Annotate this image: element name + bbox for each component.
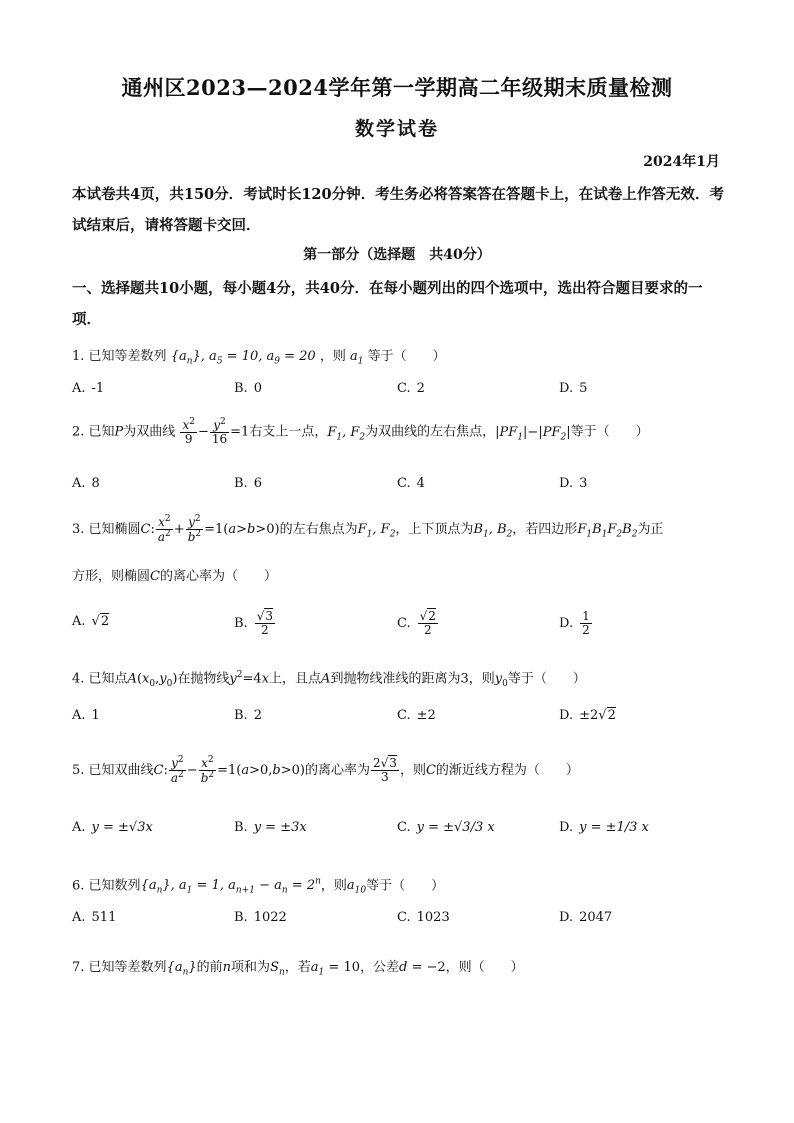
option-label: D. — [559, 820, 574, 835]
question-1-text-mid: ，则 — [319, 349, 346, 364]
exam-title: 通州区2023—2024学年第一学期高二年级期末质量检测 — [121, 75, 673, 100]
option-label: C. — [397, 616, 411, 632]
option-d[interactable]: D. ±2√2 — [559, 708, 616, 723]
option-text: 2 — [416, 381, 425, 396]
option-label: C. — [397, 381, 411, 396]
question-2-text: 2. 已知 — [72, 424, 115, 440]
option-text: 1 — [582, 609, 590, 623]
option-d[interactable] — [559, 820, 649, 835]
question-5-ask: 的渐近线方程为（ ） — [435, 763, 579, 779]
question-4-text-a: 在抛物线 — [177, 671, 230, 687]
question-5-text: 5. 已知双曲线 — [72, 763, 154, 779]
question-3: 3. 已知椭圆C: $\frac{x^2}{a^2}$ + $\frac{y^2}{b^2}$ =1(a>b>0)的左右焦点为$F_1$, $F_2$，上下顶点为$B_1$, $B_2$，若四边形$F_1B_1F_2B_2$为正 — [72, 514, 664, 545]
question-2-ask: 等于（ ） — [570, 424, 649, 440]
option-b[interactable] — [234, 820, 307, 835]
part-one-heading: 第一部分（选择题 共40分） — [303, 247, 491, 263]
option-label: B. — [234, 820, 248, 835]
option-text: 2047 — [579, 910, 613, 925]
question-2-text-b: 右支上一点， — [249, 424, 328, 440]
option-a[interactable] — [72, 820, 153, 835]
option-text: 4 — [416, 476, 425, 491]
option-label: B. — [234, 708, 248, 723]
option-text: -1 — [91, 381, 105, 396]
option-label: D. — [559, 616, 574, 632]
option-label: A. — [72, 820, 86, 835]
option-d[interactable] — [559, 910, 612, 925]
section-one-heading: 一、选择题共10小题，每小题4分，共40分．在每小题列出的四个选项中，选出符合题目要求的一项． — [72, 280, 703, 328]
question-4-text-c: 到抛物线准线的距离为3，则 — [330, 671, 495, 687]
question-6-options — [72, 910, 732, 934]
option-label: A. — [72, 614, 86, 629]
question-4: 4. 已知点$A(x_0,y_0)$在抛物线$y^2=4x$上，且点A到抛物线准线的距离为3，则$y_0$等于（ ） — [72, 670, 586, 689]
question-7-text-d: ，公差 — [359, 960, 399, 975]
option-text: y = ±3x — [253, 820, 307, 835]
question-2-text-c: 为双曲线的左右焦点， — [365, 424, 496, 440]
option-d[interactable] — [559, 476, 587, 491]
option-a[interactable] — [72, 708, 100, 723]
question-3-text-b: ，上下顶点为 — [395, 522, 474, 538]
question-4-ask: 等于（ ） — [507, 671, 586, 687]
option-text: 5 — [579, 381, 588, 396]
question-3-text-d: 为正 — [637, 522, 664, 538]
option-text: 511 — [91, 910, 117, 925]
question-5: 5. 已知双曲线C: $\frac{y^2}{a^2}$ − $\frac{x^2}{b^2}$ =1(a>0,b>0)的离心率为 $\frac{2√3}{3}$ ，则C的渐近线方程为（ ） — [72, 755, 579, 786]
question-1 — [72, 347, 732, 372]
exam-instructions: 本试卷共4页，共150分．考试时长120分钟．考生务必将答案答在答题卡上，在试卷上作答无效．考试结束后，请将答题卡交回． — [72, 186, 724, 234]
question-4-options — [72, 708, 732, 732]
question-6: 6. 已知数列$\{a_n\}$, $a_1 = 1$, $a_{n+1} - a_n = 2^n$，则$a_{10}$等于（ ） — [72, 877, 445, 896]
option-label: B. — [234, 381, 248, 396]
option-label: D. — [559, 381, 574, 396]
option-a[interactable] — [72, 381, 104, 396]
option-text: 3 — [265, 609, 273, 623]
option-c[interactable]: C. $\frac{√2}{2}$ — [397, 609, 436, 638]
option-d[interactable] — [559, 381, 587, 396]
option-text: 1022 — [253, 910, 287, 925]
question-6-ask: 等于（ ） — [366, 878, 445, 894]
option-label: A. — [72, 476, 86, 491]
option-label: D. — [559, 476, 574, 491]
option-label: B. — [234, 616, 248, 632]
question-3-text-a: 的左右焦点为 — [279, 522, 358, 538]
question-1-target: $a_1$ — [350, 349, 364, 367]
question-4-text-b: 上，且点 — [269, 671, 322, 687]
question-3-text: 3. 已知椭圆 — [72, 522, 141, 538]
option-label: A. — [72, 910, 86, 925]
option-label: C. — [397, 708, 411, 723]
option-b[interactable]: B. $\frac{√3}{2}$ — [234, 609, 273, 638]
question-2-options — [72, 476, 732, 500]
option-c[interactable] — [397, 910, 450, 925]
option-label: B. — [234, 476, 248, 491]
option-text: y = ±1/3 x — [579, 820, 649, 835]
question-5-options — [72, 816, 732, 850]
option-b[interactable] — [234, 476, 262, 491]
question-5-text-b: ，则 — [399, 763, 426, 779]
question-7-ask: ，则（ ） — [445, 960, 524, 975]
question-3-ask: 的离心率为（ ） — [159, 569, 277, 584]
question-3-line2: 方形，则椭圆C的离心率为（ ） — [72, 569, 277, 584]
option-label: A. — [72, 708, 86, 723]
option-label: D. — [559, 708, 574, 723]
option-text: y = ±√3x — [91, 820, 153, 835]
question-1-options — [72, 381, 732, 405]
option-c[interactable] — [397, 381, 425, 396]
option-d[interactable]: D. $\frac{1}{2}$ — [559, 609, 590, 638]
option-a[interactable]: A. √2 — [72, 614, 110, 629]
question-2-foci: $F_1$, $F_2$ — [327, 424, 366, 443]
option-label: C. — [397, 820, 411, 835]
option-label: C. — [397, 910, 411, 925]
question-2-point: P — [114, 424, 124, 440]
question-3-frac-y: $\frac{y^2}{b^2}$ — [187, 514, 202, 545]
option-text: 2 — [428, 609, 436, 623]
question-1-ask: 等于（ ） — [367, 349, 446, 364]
question-2-text-a: 为双曲线 — [123, 424, 176, 440]
option-text: 2 — [100, 614, 110, 629]
option-c[interactable] — [397, 708, 436, 723]
question-2-frac-y: $\frac{y^2}{16}$ — [211, 417, 228, 447]
exam-date: 2024年1月 — [643, 154, 720, 170]
option-label: D. — [559, 910, 574, 925]
question-2: 2. 已知P为双曲线 $\frac{x^2}{9}$ − $\frac{y^2}{16}$ =1右支上一点，$F_1$, $F_2$为双曲线的左右焦点，$|PF_1|-|PF_2|$等于（ ） — [72, 417, 649, 447]
question-2-expr: $|PF_1|-|PF_2|$ — [495, 424, 571, 443]
question-2-frac-x: $\frac{x^2}{9}$ — [182, 417, 195, 447]
option-text: 0 — [253, 381, 262, 396]
option-b[interactable] — [234, 381, 262, 396]
question-7-text-a: 的前 — [196, 960, 223, 975]
question-3-options — [72, 610, 732, 644]
option-text: 1 — [91, 708, 100, 723]
question-5-text-a: 的离心率为 — [305, 763, 371, 779]
question-7: 7. 已知等差数列$\{a_n\}$的前n项和为$S_n$，若$a_1 = 10$，公差d = −2，则（ ） — [72, 960, 524, 978]
exam-subtitle: 数学试卷 — [354, 118, 439, 140]
option-text: ±2 — [579, 708, 599, 723]
option-label: A. — [72, 381, 86, 396]
option-a[interactable] — [72, 476, 100, 491]
option-text: 2 — [253, 708, 262, 723]
question-1-text: 1. 已知等差数列 — [72, 349, 167, 364]
option-text: y = ±√3/3 x — [416, 820, 495, 835]
option-label: B. — [234, 910, 248, 925]
question-3-text-c: ，若四边形 — [512, 522, 578, 538]
question-7-text: 7. 已知等差数列 — [72, 960, 167, 975]
question-1-formula: $\{a_n\}$, $a_5 = 10$, $a_9 = 20$ — [170, 349, 316, 367]
option-c[interactable] — [397, 476, 425, 491]
option-b[interactable] — [234, 910, 287, 925]
question-3-text-e: 方形，则椭圆 — [72, 569, 151, 584]
option-b[interactable] — [234, 708, 262, 723]
question-6-text-a: ，则 — [320, 878, 347, 894]
question-6-text: 6. 已知数列 — [72, 878, 141, 894]
option-text: 6 — [253, 476, 262, 491]
option-a[interactable] — [72, 910, 116, 925]
option-text: 8 — [91, 476, 100, 491]
option-text: 1023 — [416, 910, 450, 925]
option-label: C. — [397, 476, 411, 491]
option-c[interactable] — [397, 820, 495, 835]
question-7-text-b: 项和为 — [231, 960, 271, 975]
option-text: ±2 — [416, 708, 436, 723]
question-4-text: 4. 已知点 — [72, 671, 128, 687]
question-7-text-c: ，若 — [284, 960, 311, 975]
question-3-frac-x: $\frac{x^2}{a^2}$ — [157, 514, 171, 545]
option-text: 3 — [579, 476, 588, 491]
